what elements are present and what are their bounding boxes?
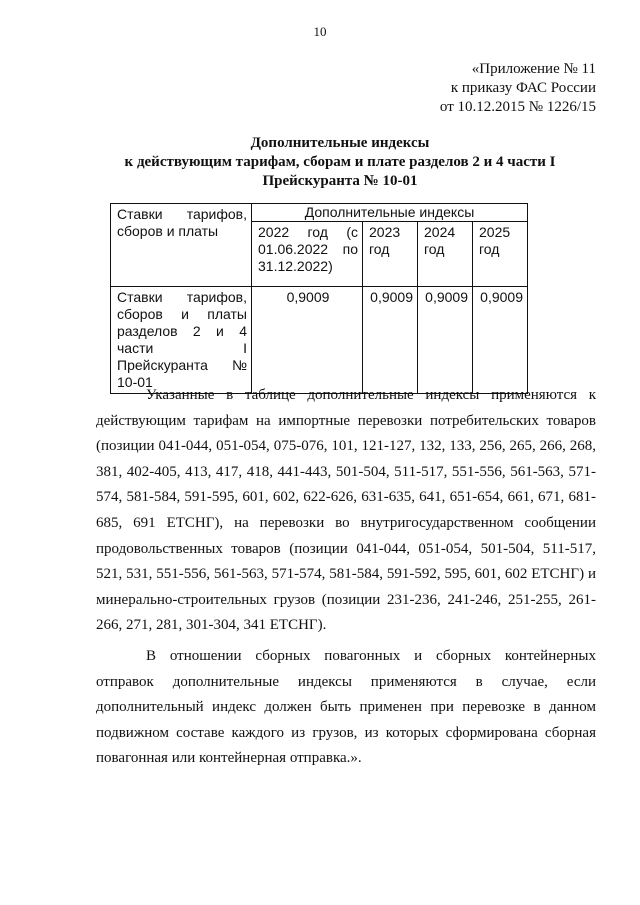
table-header-row [111, 204, 528, 222]
year-header-2025: 2025 год [473, 222, 528, 287]
index-table [110, 203, 528, 394]
title-line-1: Дополнительные индексы [250, 135, 430, 151]
appendix-line-1: «Приложение № 11 [471, 61, 596, 77]
year-header-2022: 2022 год (с 01.06.2022 по 31.12.2022) [252, 222, 363, 287]
table-row [111, 287, 528, 394]
title-line-2: к действующим тарифам, сборам и плате разделов 2 и 4 части I [124, 154, 556, 170]
row-header-cell: Ставки тарифов, сборов и платы [111, 204, 252, 287]
group-header-cell: Дополнительные индексы [252, 204, 528, 222]
paragraph-2: В отношении сборных повагонных и сборных контейнерных отправок дополнительные индексы применяются в случае, если дополнительный индекс должен быть применен при перевозке в данном подвижном составе каждого из грузов, из которых сформирована сборная повагонная или контейнерная отправка.». [96, 648, 596, 767]
appendix-line-2: к приказу ФАС России [450, 80, 596, 96]
title-line-3: Прейскуранта № 10-01 [262, 173, 418, 189]
value-2023: 0,9009 [363, 287, 418, 394]
row-label-cell: Ставки тарифов, сборов и платы разделов 2 и 4 части I Прейскуранта № 10-01 [111, 287, 252, 394]
paragraph-1: Указанные в таблице дополнительные индексы применяются к действующим тарифам на импортные перевозки потребительских товаров (позиции 041-044, 051-054, 075-076, 101, 121-127, 132, 133, 256, 265, 266, 268, 381, 402-405, 413, 417, 418, 441-443, 501-504, 511-517, 551-556, 561-563, 571-574, 581-584, 591-595, 601, 602, 622-626, 631-635, 641, 651-654, 661, 671, 681-685, 691 ЕТСНГ), на перевозки во внутригосударственном сообщении продовольственных товаров (позиции 041-044, 051-054, 501-504, 511-517, 521, 531, 551-556, 561-563, 571-574, 581-584, 591-592, 595, 601, 602 ЕТСНГ) и минерально-строительных грузов (позиции 231-236, 241-246, 251-255, 261-266, 271, 281, 301-304, 341 ЕТСНГ). [96, 387, 596, 634]
year-header-2024: 2024 год [418, 222, 473, 287]
year-header-2023: 2023 год [363, 222, 418, 287]
value-2024: 0,9009 [418, 287, 473, 394]
document-title [60, 134, 620, 191]
value-2025: 0,9009 [473, 287, 528, 394]
value-2022: 0,9009 [252, 287, 363, 394]
appendix-reference [440, 60, 596, 117]
appendix-line-3: от 10.12.2015 № 1226/15 [439, 99, 596, 115]
page-number: 10 [313, 24, 327, 39]
